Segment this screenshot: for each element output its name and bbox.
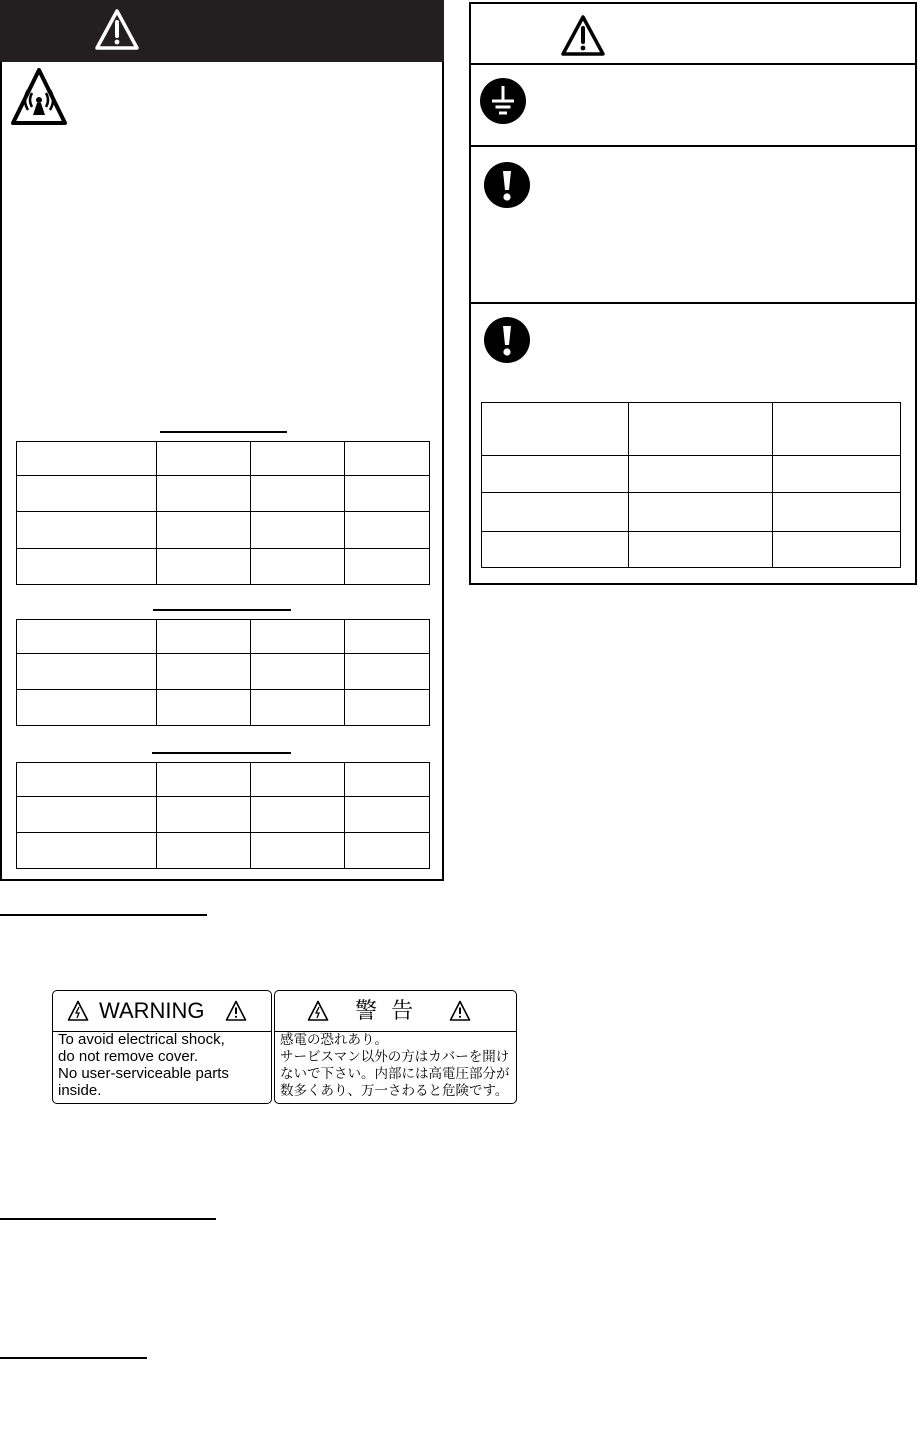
mandatory-action-icon <box>484 162 530 208</box>
table-row <box>17 654 430 690</box>
table-row <box>482 456 901 493</box>
table-1-heading-rule <box>160 431 287 433</box>
table-row <box>17 833 430 869</box>
table-row <box>17 476 430 512</box>
warning-triangle-icon <box>449 1000 471 1022</box>
electric-shock-warning-icon <box>67 1000 89 1022</box>
sticker-title: 警 告 <box>355 998 418 1023</box>
sticker-line: 感電の恐れあり。 <box>280 1032 388 1047</box>
table-row <box>482 403 901 456</box>
sticker-title-row <box>275 991 516 1032</box>
caution-header-divider <box>469 63 917 65</box>
table-row <box>17 620 430 654</box>
sticker-line: inside. <box>58 1082 102 1099</box>
sticker-line: 数多くあり、万一さわると危険です。 <box>280 1083 509 1098</box>
mandatory-action-icon <box>484 317 530 363</box>
section-heading-rule <box>0 1357 147 1359</box>
table-row <box>17 797 430 833</box>
caution-section-divider <box>469 145 917 147</box>
sticker-title-row <box>53 991 271 1032</box>
sticker-body <box>58 1031 229 1099</box>
caution-triangle-icon <box>560 14 606 58</box>
table-row <box>482 493 901 532</box>
sticker-title: WARNING <box>99 998 205 1023</box>
table-row <box>17 442 430 476</box>
ground-icon <box>480 78 526 124</box>
warning-sticker-japanese <box>274 990 517 1104</box>
sticker-line: To avoid electrical shock, <box>58 1031 225 1048</box>
electric-shock-warning-icon <box>307 1000 329 1022</box>
distance-table-1 <box>16 441 430 585</box>
table-row <box>17 690 430 726</box>
sticker-line: ないで下さい。内部には高電圧部分が <box>280 1066 510 1081</box>
table-2-heading-rule <box>153 609 291 611</box>
section-heading-rule <box>0 914 207 916</box>
warning-triangle-icon <box>94 7 140 53</box>
sticker-line: No user-serviceable parts <box>58 1065 229 1082</box>
table-row <box>17 549 430 585</box>
distance-table-3 <box>16 762 430 869</box>
caution-table <box>481 402 901 568</box>
sticker-line: サービスマン以外の方はカバーを開け <box>280 1049 510 1064</box>
warning-triangle-icon <box>225 1000 247 1022</box>
sticker-body <box>280 1031 510 1099</box>
table-3-heading-rule <box>152 752 291 754</box>
table-row <box>17 512 430 549</box>
warning-header-bar <box>0 0 444 62</box>
section-heading-rule <box>0 1218 216 1220</box>
sticker-line: do not remove cover. <box>58 1048 199 1065</box>
table-row <box>17 763 430 797</box>
distance-table-2 <box>16 619 430 726</box>
radio-wave-hazard-icon <box>10 67 68 127</box>
caution-section-divider <box>469 302 917 304</box>
table-row <box>482 532 901 568</box>
warning-sticker-english <box>52 990 272 1104</box>
